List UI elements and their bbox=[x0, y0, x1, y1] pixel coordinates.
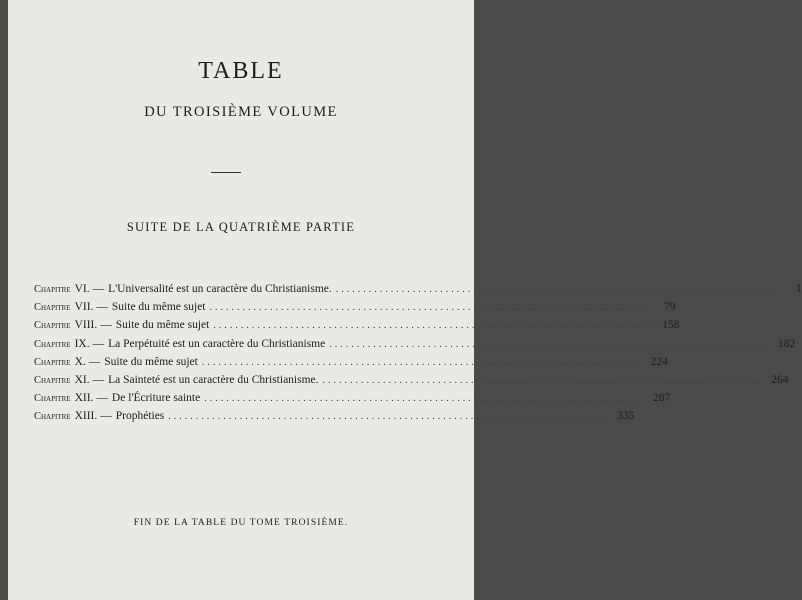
chapter-title: Suite du même sujet bbox=[111, 301, 206, 314]
dot-leader: ................................................................................ bbox=[201, 356, 642, 368]
dash: — bbox=[100, 319, 112, 332]
chapter-number: XI. bbox=[74, 373, 90, 386]
toc-entry bbox=[34, 373, 789, 392]
toc-entry bbox=[34, 337, 796, 356]
chapter-word: Chapitre bbox=[34, 356, 71, 368]
chapter-title: De l'Écriture sainte bbox=[111, 392, 201, 405]
page-number: 1 bbox=[796, 283, 802, 295]
dash: — bbox=[88, 355, 101, 368]
page-number: 335 bbox=[617, 410, 635, 423]
book-page bbox=[8, 0, 802, 600]
chapter-title: La Sainteté est un caractère du Christianisme. bbox=[108, 373, 319, 386]
chapter-number: VII. bbox=[74, 301, 94, 314]
chapter-word: Chapitre bbox=[34, 284, 71, 295]
dot-leader: ................................................................................ bbox=[213, 320, 654, 332]
dot-leader: ................................................................................ bbox=[204, 393, 645, 405]
page-subtitle: DU TROISIÈME VOLUME bbox=[144, 104, 338, 120]
chapter-title: La Perpétuité est un caractère du Christianisme bbox=[108, 337, 326, 350]
page-number: 224 bbox=[650, 355, 668, 368]
dash: — bbox=[92, 283, 105, 295]
dot-leader: ................................................................................ bbox=[335, 284, 776, 295]
toc-entry bbox=[34, 392, 671, 410]
chapter-title: Prophéties bbox=[115, 410, 165, 423]
toc-entry bbox=[34, 301, 676, 319]
dash: — bbox=[96, 301, 108, 314]
chapter-title: L'Universalité est un caractère du Christianisme. bbox=[108, 283, 332, 295]
section-heading: SUITE DE LA QUATRIÈME PARTIE bbox=[126, 220, 356, 234]
toc-entry bbox=[34, 319, 680, 337]
page-number: 182 bbox=[777, 337, 796, 350]
page-number: 79 bbox=[664, 301, 676, 314]
chapter-word: Chapitre bbox=[34, 320, 71, 332]
dot-leader: ................................................................................ bbox=[168, 411, 609, 423]
chapter-word: Chapitre bbox=[34, 338, 71, 350]
page-number: 287 bbox=[652, 392, 671, 405]
chapter-number: XII. bbox=[74, 392, 94, 405]
chapter-number: X. bbox=[74, 355, 86, 368]
chapter-title: Suite du même sujet bbox=[115, 319, 210, 332]
chapter-number: VI. bbox=[74, 283, 90, 295]
dash: — bbox=[100, 410, 112, 423]
page-title: TABLE bbox=[198, 58, 284, 84]
closing-note: FIN DE LA TABLE DU TOME TROISIÈME. bbox=[133, 518, 349, 528]
dot-leader: ................................................................................ bbox=[329, 338, 770, 350]
dot-leader: ................................................................................ bbox=[322, 374, 763, 386]
dash: — bbox=[92, 373, 105, 386]
chapter-word: Chapitre bbox=[34, 411, 71, 423]
chapter-word: Chapitre bbox=[34, 302, 71, 314]
dash: — bbox=[92, 337, 105, 350]
dot-leader: ................................................................................ bbox=[209, 302, 650, 314]
chapter-number: VIII. bbox=[74, 319, 98, 332]
dash: — bbox=[96, 392, 108, 405]
table-of-contents bbox=[34, 283, 802, 429]
page-number: 158 bbox=[662, 319, 680, 332]
toc-entry bbox=[34, 410, 635, 428]
toc-entry bbox=[34, 355, 668, 374]
chapter-number: XIII. bbox=[74, 410, 98, 423]
chapter-number: IX. bbox=[74, 337, 90, 350]
toc-entry bbox=[34, 283, 802, 301]
chapter-word: Chapitre bbox=[34, 393, 71, 405]
chapter-word: Chapitre bbox=[34, 374, 71, 386]
divider-rule bbox=[211, 172, 241, 173]
chapter-title: Suite du même sujet bbox=[104, 355, 198, 368]
page-number: 264 bbox=[771, 373, 789, 386]
